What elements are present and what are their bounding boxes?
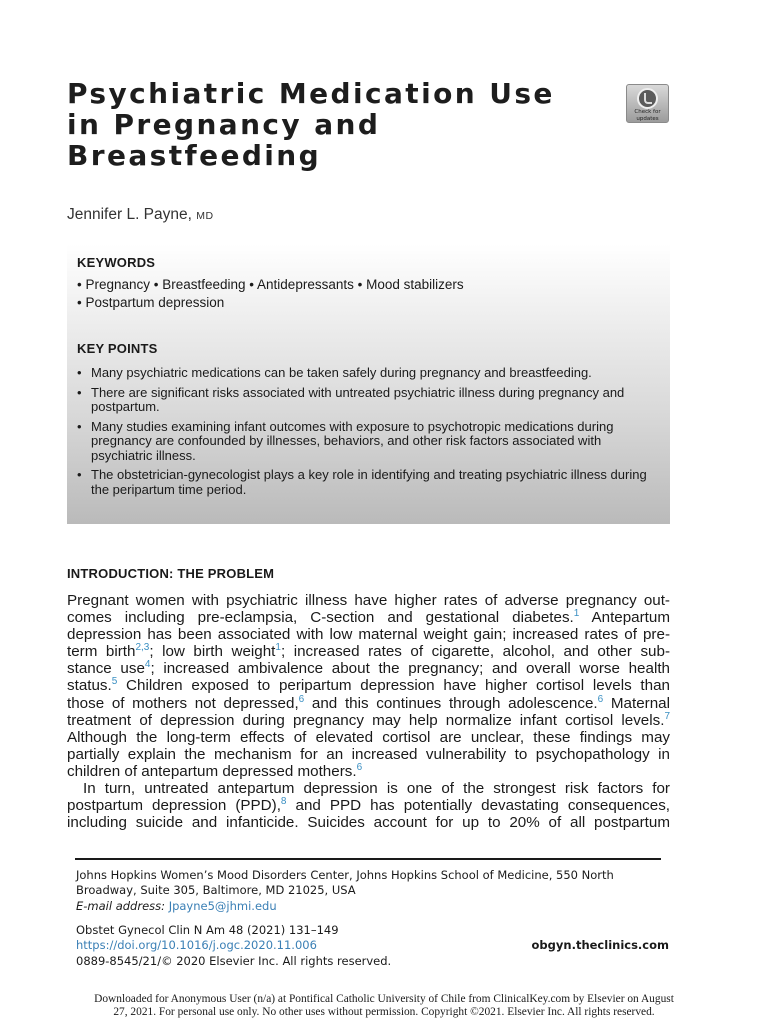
key-points-list <box>77 366 662 502</box>
key-point-item: • The obstetrician-gynecologist plays a key role in identifying and treating psychiatric illness during the peripartum time period. <box>77 468 662 497</box>
text-line: comes including pre-eclampsia, C-section and gestational diabetes.$^1$ Antepartum <box>67 608 670 627</box>
reference-link[interactable]: 6 <box>356 761 363 773</box>
key-points-heading: KEY POINTS <box>77 341 158 356</box>
reference-link[interactable]: 1 <box>275 642 281 654</box>
badge-label-2: updates <box>636 115 659 122</box>
text-line: Pregnant women with psychiatric illness have higher rates of adverse pregnancy out- <box>67 592 670 609</box>
doi-link[interactable]: https://doi.org/10.1016/j.ogc.2020.11.006 <box>76 938 317 953</box>
affiliation-line-2: Broadway, Suite 305, Baltimore, MD 21025, USA <box>76 883 356 898</box>
body-paragraph-1 <box>67 592 670 780</box>
article-title <box>67 78 587 171</box>
text-line: term birth$^{2,3}$; low birth weight$^1$; increased rates of cigarette, alcohol, and other sub- <box>67 642 671 661</box>
text-line: depression has been associated with low maternal weight gain; increased rates of pre- <box>67 626 670 644</box>
text-line: stance use$^4$; increased ambivalence about the pregnancy; and overall worse health <box>67 659 670 678</box>
check-for-updates-icon <box>637 88 658 109</box>
badge-label-1: Check for <box>634 109 661 115</box>
issn-copyright: 0889-8545/21/© 2020 Elsevier Inc. All rights reserved. <box>76 953 392 968</box>
keywords-line-2: • Postpartum depression <box>77 295 225 310</box>
key-point-item: • Many psychiatric medications can be taken safely during pregnancy and breastfeeding. <box>77 366 662 381</box>
journal-website[interactable]: obgyn.theclinics.com <box>531 938 669 952</box>
download-notice <box>40 993 728 1018</box>
title-line-2: in Pregnancy and <box>67 108 381 141</box>
reference-link[interactable]: 6 <box>597 693 604 705</box>
footnote-divider <box>75 858 661 860</box>
text-line: partially explain the mechanism for an increased vulnerability to psychopathology in <box>67 745 670 763</box>
author-degree: MD <box>196 210 214 222</box>
body-paragraph-2 <box>67 780 670 831</box>
reference-link[interactable]: 4 <box>144 659 151 671</box>
check-for-updates-badge[interactable] <box>626 84 669 123</box>
text-line: treatment of depression during pregnancy may help normalize infant cortisol levels.$^7$ <box>67 710 670 729</box>
download-notice-line-1: Downloaded for Anonymous User (n/a) at Pontifical Catholic University of Chile from ClinicalKey.com by Elsevier on August <box>94 993 674 1005</box>
key-point-item: • There are significant risks associated with untreated psychiatric illness during pregnancy and postpartum. <box>77 386 662 415</box>
title-line-1: Psychiatric Medication Use <box>67 77 555 110</box>
text-line: including suicide and infanticide. Suicides account for up to 20% of all postpartum <box>67 814 670 832</box>
reference-link[interactable]: 1 <box>573 608 580 620</box>
reference-link[interactable]: 5 <box>111 676 118 688</box>
text-line: postpartum depression (PPD),$^8$ and PPD has potentially devastating consequences, <box>67 796 671 815</box>
text-line: status.$^5$ Children exposed to peripartum depression have higher cortisol levels than <box>67 676 670 695</box>
email-label: E-mail address: <box>76 898 166 913</box>
author-byline <box>67 206 214 224</box>
reference-link[interactable]: 6 <box>298 693 305 705</box>
email-link[interactable]: Jpayne5@jhmi.edu <box>168 898 277 913</box>
download-notice-line-2: 27, 2021. For personal use only. No other uses without permission. Copyright ©2021. Elsevier Inc. All rights reserved. <box>113 1005 655 1018</box>
email-line <box>76 899 614 914</box>
affiliation <box>76 868 614 914</box>
title-line-3: Breastfeeding <box>67 139 322 172</box>
reference-link[interactable]: 2,3 <box>135 642 150 654</box>
text-line: In turn, untreated antepartum depression is one of the strongest risk factors for <box>83 780 670 797</box>
text-line: those of mothers not depressed,$^6$ and this continues through adolescence.$^6$ Maternal <box>67 693 670 712</box>
reference-link[interactable]: 8 <box>280 796 287 808</box>
affiliation-line-1: Johns Hopkins Women’s Mood Disorders Center, Johns Hopkins School of Medicine, 550 North <box>76 868 614 882</box>
author-name: Jennifer L. Payne, <box>67 206 192 223</box>
reference-link[interactable]: 7 <box>664 710 670 722</box>
text-line: children of antepartum depressed mothers.$^6$ <box>67 761 363 780</box>
section-heading: INTRODUCTION: THE PROBLEM <box>67 566 275 581</box>
key-point-item: • Many studies examining infant outcomes with exposure to psychotropic medications during pregnancy are confounded by illnesses, behaviors, and other risk factors associated with psychiatric illness. <box>77 420 662 464</box>
citation-block <box>76 923 391 969</box>
text-line: Although the long-term effects of elevated cortisol are unclear, these findings may <box>67 728 670 746</box>
keywords-line-1: • Pregnancy • Breastfeeding • Antidepressants • Mood stabilizers <box>77 277 464 292</box>
abstract-box <box>67 244 670 524</box>
journal-citation: Obstet Gynecol Clin N Am 48 (2021) 131–149 <box>76 923 339 937</box>
keywords-heading: KEYWORDS <box>77 255 156 270</box>
